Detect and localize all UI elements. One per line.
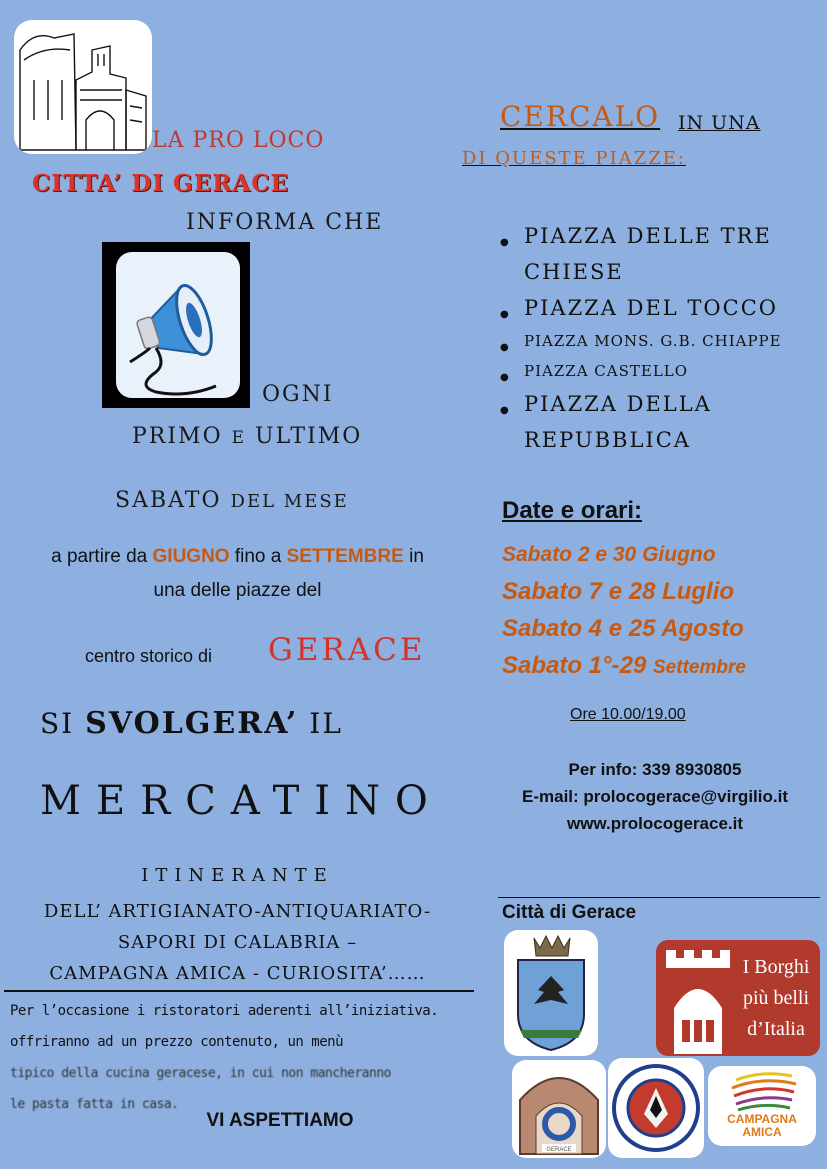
restaurants-line-1: Per l’occasione i ristoratori aderenti all’iniziativa. [10,1003,439,1019]
e-word: E [231,428,247,448]
borghi-text: I Borghi più belli d’Italia [742,956,810,1040]
fino-a: fino a [234,546,282,567]
megaphone-image [102,242,250,408]
castle-sketch-icon [14,20,152,154]
list-item: ● PIAZZA CASTELLO [500,356,820,386]
stamp-text: GERACE [546,1147,572,1153]
list-item: ● PIAZZA DEL TOCCO [500,290,820,326]
period-line-2: una delle piazze del [153,580,322,601]
categories-line-1: DELL’ ARTIGIANATO-ANTIQUARIATO- [43,901,432,922]
piazze-list [500,218,820,458]
sabato-del-mese-text [115,488,349,513]
month-end: SETTEMBRE [286,546,404,567]
primo-word: PRIMO [132,424,223,449]
campagna-amica-logo [708,1066,816,1146]
carabinieri-logo [608,1058,704,1158]
period-text [0,540,475,608]
si-word: SI [40,707,75,740]
date-item [502,647,746,686]
sponsors-divider [498,897,820,898]
borghi-logo [656,940,820,1056]
list-item: ● PIAZZA DELLA REPUBBLICA [500,386,820,458]
campagna-amica-icon [708,1066,816,1116]
ogni-text: OGNI [262,382,334,407]
phone-text: Per info: 339 8930805 [568,760,742,779]
restaurants-line-3: tipico della cucina geracese, in cui non mancheranno [10,1066,391,1081]
restaurants-line-2: offriranno ad un prezzo contenuto, un menù [10,1034,344,1050]
month-start: GIUGNO [152,546,230,567]
list-item: ● PIAZZA DELLE TRE CHIESE [500,218,820,290]
gerace-stamp-logo [512,1060,606,1158]
date-item: Sabato 7 e 28 Luglio [502,578,735,605]
date-orari-title: Date e orari: [502,497,643,524]
informa-che-text: INFORMA CHE [186,210,384,235]
gerace-title: GERACE [268,632,426,668]
vi-aspettiamo-text: VI ASPETTIAMO [206,1110,354,1131]
megaphone-icon [116,252,240,398]
dates-list [502,536,746,686]
date-main: Sabato 1°-29 [502,652,647,679]
itinerante-text: ITINERANTE [141,865,334,886]
citta-di-gerace-label: Città di Gerace [502,902,637,923]
stamp-icon [512,1060,606,1158]
del-mese-word: DEL MESE [230,491,349,512]
categories-line-2: SAPORI DI CALABRIA – [117,932,358,953]
website-link[interactable]: www.prolocogerace.it [566,814,744,833]
di-queste-piazze-text: DI QUESTE PIAZZE: [462,148,686,169]
in-word: in [409,546,424,567]
hours-text: Ore 10.00/19.00 [570,706,686,723]
il-word: IL [309,707,343,740]
cercalo-title: CERCALO [500,100,661,133]
campagna-amica-text: CAMPAGNA AMICA [727,1112,797,1139]
ultimo-word: ULTIMO [255,424,363,449]
restaurants-line-4: le pasta fatta in casa. [10,1097,179,1112]
mercatino-title: MERCATINO [40,778,443,824]
citta-di-gerace-title: CITTA’ DI GERACE [32,170,290,197]
sabato-word: SABATO [115,488,222,513]
restaurants-note [10,996,470,1120]
contact-info [470,756,827,837]
si-svolgera-text [40,706,343,741]
primo-ultimo-text [132,424,362,449]
borghi-icon [656,940,746,1056]
categories-line-3: CAMPAGNA AMICA - CURIOSITA’…… [49,963,426,984]
date-item: Sabato 2 e 30 Giugno [502,543,716,566]
pro-loco-logo [14,20,152,154]
partire-prefix: a partire da [51,546,148,567]
in-una-text: IN UNA [678,112,761,134]
list-item: ● PIAZZA MONS. G.B. CHIAPPE [500,326,820,356]
svolgera-word: SVOLGERA’ [85,706,299,741]
email-link[interactable]: E-mail: prolocogerace@virgilio.it [522,787,788,806]
crest-icon [504,930,598,1056]
date-month: Settembre [653,657,746,678]
pro-loco-title: LA PRO LOCO [152,128,325,153]
period-line-1 [0,540,475,574]
divider [4,990,474,992]
date-item: Sabato 4 e 25 Agosto [502,615,744,642]
carabinieri-icon [608,1058,704,1158]
centro-storico-text: centro storico di [85,646,213,666]
event-categories [0,896,475,989]
gerace-crest-logo [504,930,598,1056]
